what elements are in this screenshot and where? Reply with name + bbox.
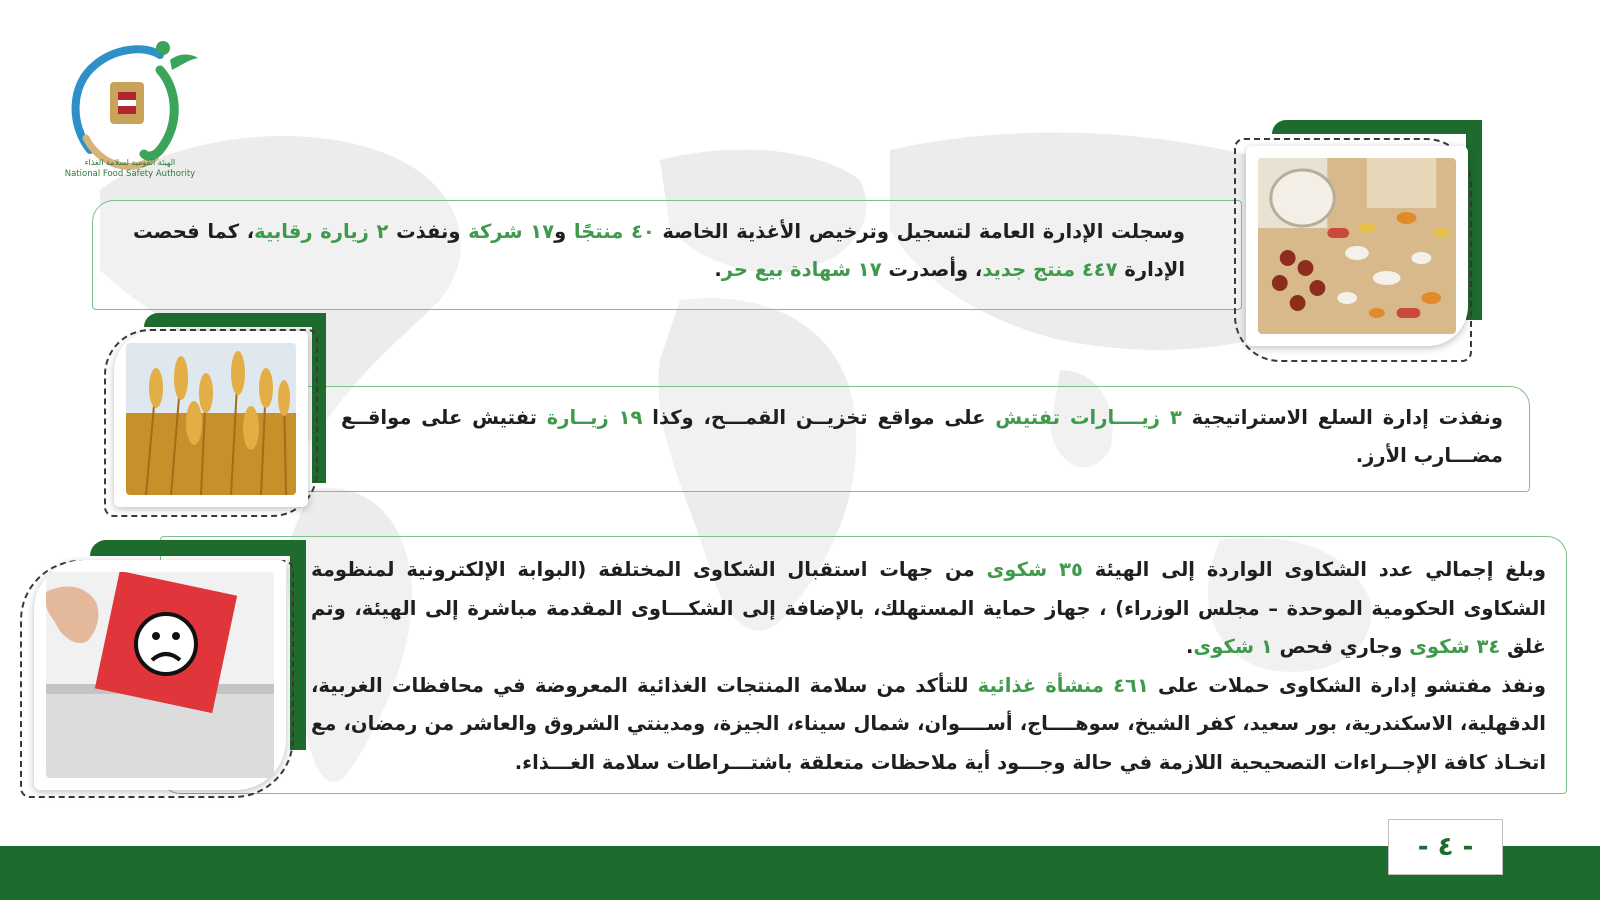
pills-icon: [1258, 158, 1456, 334]
card-special-foods-registration: [92, 200, 1242, 310]
highlighted-figure: ١٧ شهادة بيع حر: [721, 258, 882, 281]
text-run: من جهات استقبال الشكاوى المختلفة (البوابة الإلكترونية لمنظومة الشكاوى الحكومية الموحدة – مجلس الوزراء) ، جهاز حماية المستهلك، بالإضافة إلى الشكـــاوى المقدمة مباشرة إلى الهيئة، وتم غلق: [311, 558, 1546, 658]
text-run: .: [714, 258, 722, 281]
logo-badge-text: NFSA: [146, 95, 169, 128]
highlighted-figure: ٤٦١ منشأة غذائية: [977, 673, 1149, 697]
card-strategic-commodities: [300, 386, 1530, 492]
highlighted-figure: ٣٤ شكوى: [1409, 635, 1501, 658]
wheat-icon: [126, 343, 296, 495]
highlighted-figure: ٤٤٧ منتج جديد: [982, 258, 1118, 281]
card-complaints: [160, 536, 1567, 794]
frame-wheat-image: [104, 313, 326, 517]
text-run: ونفذ مفتشو إدارة الشكاوى حملات على: [1148, 673, 1546, 697]
text-run: وجاري فحص: [1272, 635, 1410, 658]
frame-pills-image: [1234, 120, 1482, 362]
text-run: ، كما فحصت الإدارة: [133, 220, 1185, 281]
page-number: - ٤ -: [1388, 819, 1503, 875]
text-run: ونفذت: [388, 220, 469, 243]
card2-paragraph: [341, 399, 1503, 475]
footer-bar: [0, 846, 1600, 900]
text-run: تفتيش على مواقــع مضـــارب الأرز.: [341, 406, 1503, 467]
card3-paragraph-1: [311, 551, 1546, 667]
logo-name-arabic: الهيئة القومية لسلامة الغذاء: [84, 158, 176, 167]
text-run: وبلغ إجمالي عدد الشكاوى الواردة إلى الهيئة: [1082, 558, 1547, 581]
highlighted-figure: ١ شكوى: [1193, 635, 1273, 658]
frame-complaint-image: [20, 540, 306, 798]
text-run: على مواقع تخزيــن القمـــح، وكذا: [642, 406, 996, 429]
highlighted-figure: ٣٥ شكوى: [986, 558, 1083, 581]
highlighted-figure: ٢ زيارة رقابية: [254, 220, 389, 243]
text-run: وسجلت الإدارة العامة لتسجيل وترخيص الأغذية الخاصة: [654, 220, 1186, 243]
complaint-box-icon: [46, 572, 274, 778]
highlighted-figure: ٣ زيــــارات تفتيش: [995, 406, 1182, 429]
text-run: ، وأصدرت: [881, 258, 983, 281]
highlighted-figure: ١٩ زيــارة: [546, 406, 643, 429]
text-run: للتأكد من سلامة المنتجات الغذائية المعروضة في محافظات الغربية، الدقهلية، الاسكندرية، بور سعيد، كفر الشيخ، سوهــــاج، أســــوان، شمال سيناء، الجيزة، ومدينتي الشروق والعاشر من رمضان، مع اتخـاذ كافة الإجــراءات التصحيحية اللازمة في حالة وجـــود أية ملاحظات متعلقة باشتـــراطات سلامة الغـــذاء.: [311, 673, 1546, 774]
highlighted-figure: ٤٠ منتجًا: [573, 220, 655, 243]
text-run: .: [1186, 635, 1194, 658]
card1-paragraph: [133, 213, 1185, 289]
highlighted-figure: ١٧ شركة: [468, 220, 555, 243]
logo-name-english: National Food Safety Authority: [64, 169, 196, 179]
text-run: و: [554, 220, 574, 243]
text-run: ونفذت إدارة السلع الاستراتيجية: [1181, 406, 1503, 429]
card3-paragraph-2: [311, 667, 1546, 783]
